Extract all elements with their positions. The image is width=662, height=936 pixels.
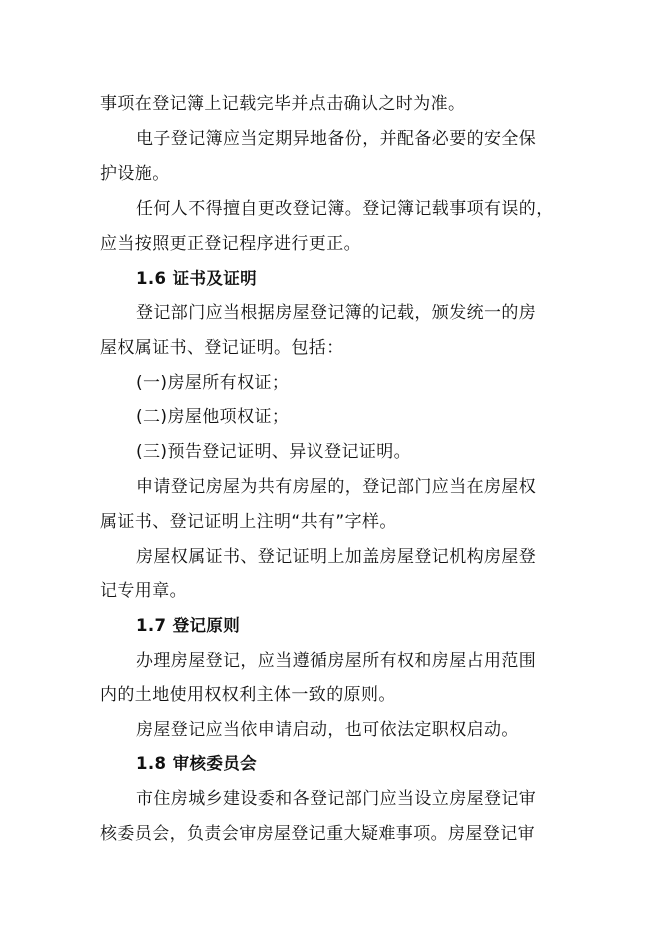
section-heading-1-7: 1.7 登记原则 bbox=[136, 616, 241, 635]
body-text-line: 内的土地使用权权利主体一致的原则。 bbox=[100, 685, 396, 705]
body-text-line: 护设施。 bbox=[100, 164, 170, 184]
paragraph-line: 申请登记房屋为共有房屋的，登记部门应当在房屋权 bbox=[136, 477, 537, 497]
list-item: (一)房屋所有权证； bbox=[136, 373, 290, 393]
body-text-line: 应当按照更正登记程序进行更正。 bbox=[100, 234, 361, 254]
body-text-line: 事项在登记簿上记载完毕并点击确认之时为准。 bbox=[100, 94, 466, 114]
body-text-line: 记专用章。 bbox=[100, 581, 187, 601]
body-text-line: 属证书、登记证明上注明“共有”字样。 bbox=[100, 512, 397, 532]
paragraph-line: 电子登记簿应当定期异地备份，并配备必要的安全保 bbox=[136, 129, 537, 149]
paragraph-line: 房屋权属证书、登记证明上加盖房屋登记机构房屋登 bbox=[136, 547, 537, 567]
paragraph-line: 房屋登记应当依申请启动，也可依法定职权启动。 bbox=[136, 720, 519, 740]
paragraph-line: 办理房屋登记，应当遵循房屋所有权和房屋占用范围 bbox=[136, 651, 537, 671]
list-item: (二)房屋他项权证； bbox=[136, 407, 290, 427]
paragraph-line: 市住房城乡建设委和各登记部门应当设立房屋登记审 bbox=[136, 789, 537, 809]
paragraph-line: 登记部门应当根据房屋登记簿的记载，颁发统一的房 bbox=[136, 303, 537, 323]
body-text-line: 核委员会，负责会审房屋登记重大疑难事项。房屋登记审 bbox=[100, 824, 535, 844]
paragraph-line: 任何人不得擅自更改登记簿。登记簿记载事项有误的， bbox=[136, 199, 554, 219]
body-text-line: 屋权属证书、登记证明。包括： bbox=[100, 338, 344, 358]
section-heading-1-6: 1.6 证书及证明 bbox=[136, 269, 258, 288]
list-item: (三)预告登记证明、异议登记证明。 bbox=[136, 442, 412, 462]
section-heading-1-8: 1.8 审核委员会 bbox=[136, 754, 258, 773]
